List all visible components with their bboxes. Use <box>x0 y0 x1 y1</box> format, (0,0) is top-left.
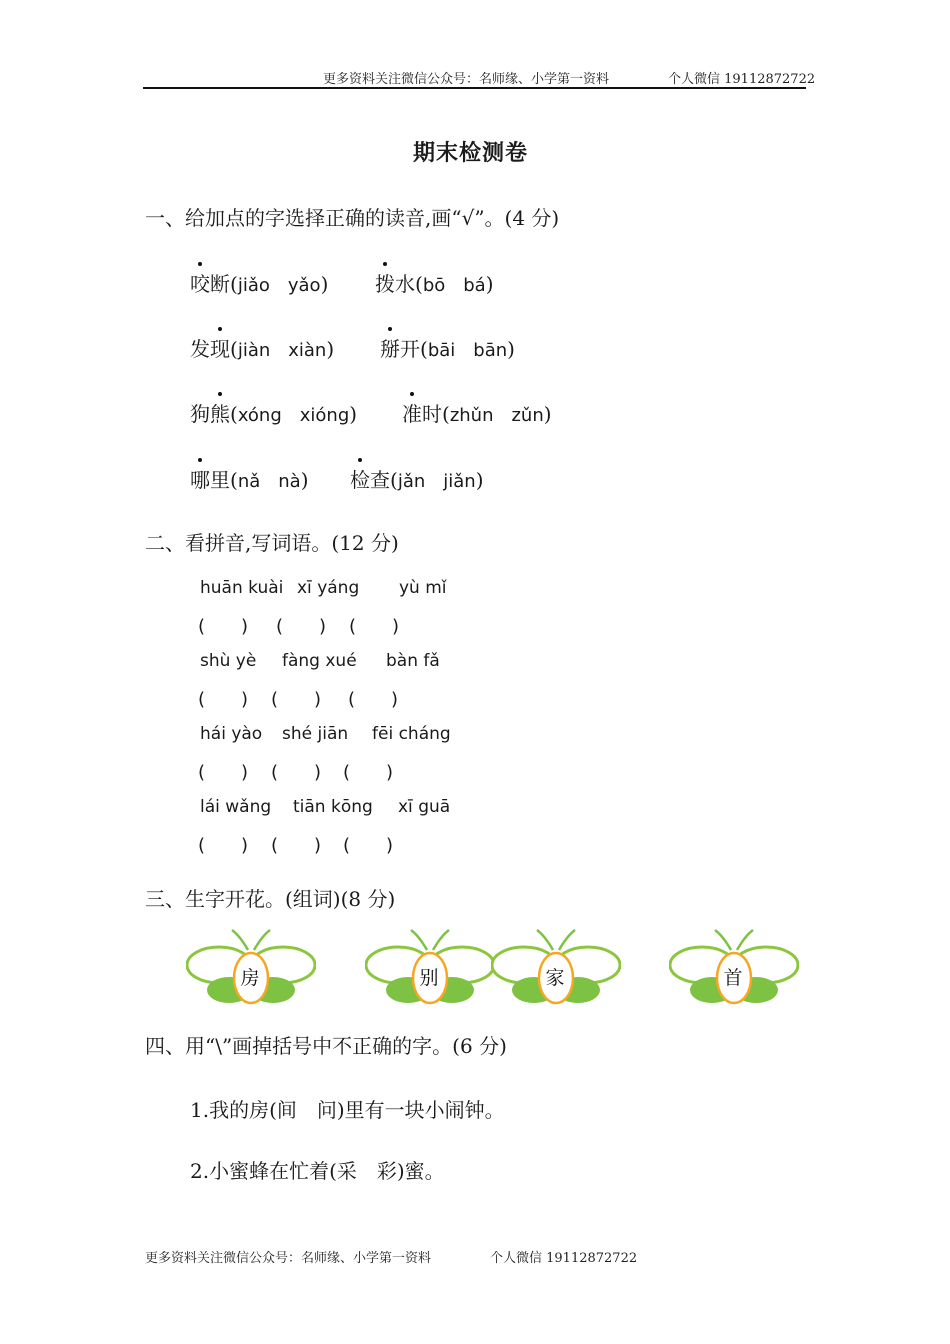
s1-dotted-char: 检 <box>350 464 370 493</box>
s1-pinyin-options: jǎn jiǎn <box>397 471 476 492</box>
header-rule <box>143 87 806 89</box>
section-2-heading: 二、看拼音,写词语。(12 分) <box>145 531 399 555</box>
s2-pinyin: huān kuài <box>200 578 284 598</box>
s1-close-paren: ) <box>475 468 484 492</box>
section-1-heading: 一、给加点的字选择正确的读音,画“√”。(4 分) <box>145 206 560 230</box>
s1-word-after: 水( <box>395 272 423 296</box>
s2-pinyin: yù mǐ <box>399 578 447 598</box>
flower-3 <box>491 928 621 1008</box>
s1-word-after: ( <box>230 402 238 426</box>
s1-word-before: 狗 <box>190 402 210 426</box>
s2-answer-blank[interactable]: ( ) <box>349 616 400 637</box>
s2-answer-blank[interactable]: ( ) <box>198 689 249 710</box>
s1-pinyin-options: bō bá <box>422 275 486 296</box>
s2-pinyin: fēi cháng <box>372 724 451 744</box>
s2-pinyin: lái wǎng <box>200 797 272 817</box>
s2-pinyin: bàn fǎ <box>386 651 440 671</box>
s2-pinyin: tiān kōng <box>293 797 373 817</box>
section-4-heading: 四、用“\”画掉括号中不正确的字。(6 分) <box>145 1034 507 1058</box>
s1-dotted-char: 掰 <box>380 333 400 362</box>
s1-pinyin-options: jiàn xiàn <box>237 340 327 361</box>
s1-close-paren: ) <box>320 272 329 296</box>
s1-close-paren: ) <box>326 337 335 361</box>
s1-close-paren: ) <box>300 468 309 492</box>
s2-answer-blank[interactable]: ( ) <box>343 835 394 856</box>
section-3-heading: 三、生字开花。(组词)(8 分) <box>145 887 396 911</box>
footer-wechat: 个人微信 19112872722 <box>490 1251 638 1266</box>
s1-pinyin-options: xóng xióng <box>237 405 350 426</box>
header-wechat: 个人微信 19112872722 <box>668 72 816 87</box>
flower-char: 家 <box>545 967 565 989</box>
s4-item-2: 2.小蜜蜂在忙着(采 彩)蜜。 <box>190 1159 445 1183</box>
s1-word-after: 断( <box>210 272 238 296</box>
s1-dotted-char: 熊 <box>210 398 230 427</box>
footer-text: 更多资料关注微信公众号：名师缘、小学第一资料 <box>145 1251 432 1266</box>
s1-item <box>375 268 494 297</box>
flower-1 <box>186 928 316 1008</box>
s1-word-after: 开( <box>400 337 428 361</box>
s1-close-paren: ) <box>507 337 515 361</box>
header-text: 更多资料关注微信公众号：名师缘、小学第一资料 <box>323 72 610 87</box>
s4-item-1: 1.我的房(间 问)里有一块小闹钟。 <box>190 1098 505 1122</box>
s2-answer-blank[interactable]: ( ) <box>198 835 249 856</box>
s2-answer-blank[interactable]: ( ) <box>343 762 394 783</box>
s2-answer-blank[interactable]: ( ) <box>276 616 327 637</box>
s1-dotted-char: 准 <box>402 398 422 427</box>
flower-char: 别 <box>419 967 439 989</box>
s1-word-before: 发 <box>190 337 210 361</box>
s1-close-paren: ) <box>485 272 494 296</box>
s1-item <box>190 464 309 493</box>
s2-answer-blank[interactable]: ( ) <box>198 762 249 783</box>
s1-pinyin-options: jiǎo yǎo <box>237 275 321 296</box>
flower-char: 房 <box>240 967 260 989</box>
s1-dotted-char: 咬 <box>190 268 210 297</box>
s1-close-paren: ) <box>349 402 358 426</box>
s2-pinyin: xī guā <box>398 797 451 817</box>
s2-answer-blank[interactable]: ( ) <box>198 616 249 637</box>
s2-answer-blank[interactable]: ( ) <box>271 689 322 710</box>
flower-char: 首 <box>723 967 743 989</box>
s2-pinyin: hái yào <box>200 724 263 744</box>
s2-answer-blank[interactable]: ( ) <box>348 689 399 710</box>
s2-answer-blank[interactable]: ( ) <box>271 835 322 856</box>
s1-word-after: 查( <box>370 468 398 492</box>
s1-pinyin-options: zhǔn zǔn <box>449 405 544 426</box>
page-title: 期末检测卷 <box>413 140 529 166</box>
s1-dotted-char: 哪 <box>190 464 210 493</box>
s1-pinyin-options: nǎ nà <box>237 471 301 492</box>
s2-pinyin: shé jiān <box>282 724 349 744</box>
s1-pinyin-options: bāi bān <box>427 340 508 361</box>
s1-dotted-char: 现 <box>210 333 230 362</box>
s1-item <box>402 398 552 427</box>
flower-2 <box>365 928 495 1008</box>
s1-item <box>350 464 484 493</box>
s1-word-after: 里( <box>210 468 238 492</box>
s2-pinyin: fàng xué <box>282 651 357 671</box>
s1-word-after: ( <box>230 337 238 361</box>
flower-4 <box>669 928 799 1008</box>
s1-item <box>190 268 328 297</box>
s2-answer-blank[interactable]: ( ) <box>271 762 322 783</box>
s2-pinyin: shù yè <box>200 651 257 671</box>
s1-item <box>380 333 515 362</box>
s1-dotted-char: 拨 <box>375 268 395 297</box>
s2-pinyin: xī yáng <box>297 578 360 598</box>
s1-close-paren: ) <box>543 402 552 426</box>
s1-item <box>190 398 357 427</box>
s1-item <box>190 333 334 362</box>
s1-word-after: 时( <box>422 402 450 426</box>
